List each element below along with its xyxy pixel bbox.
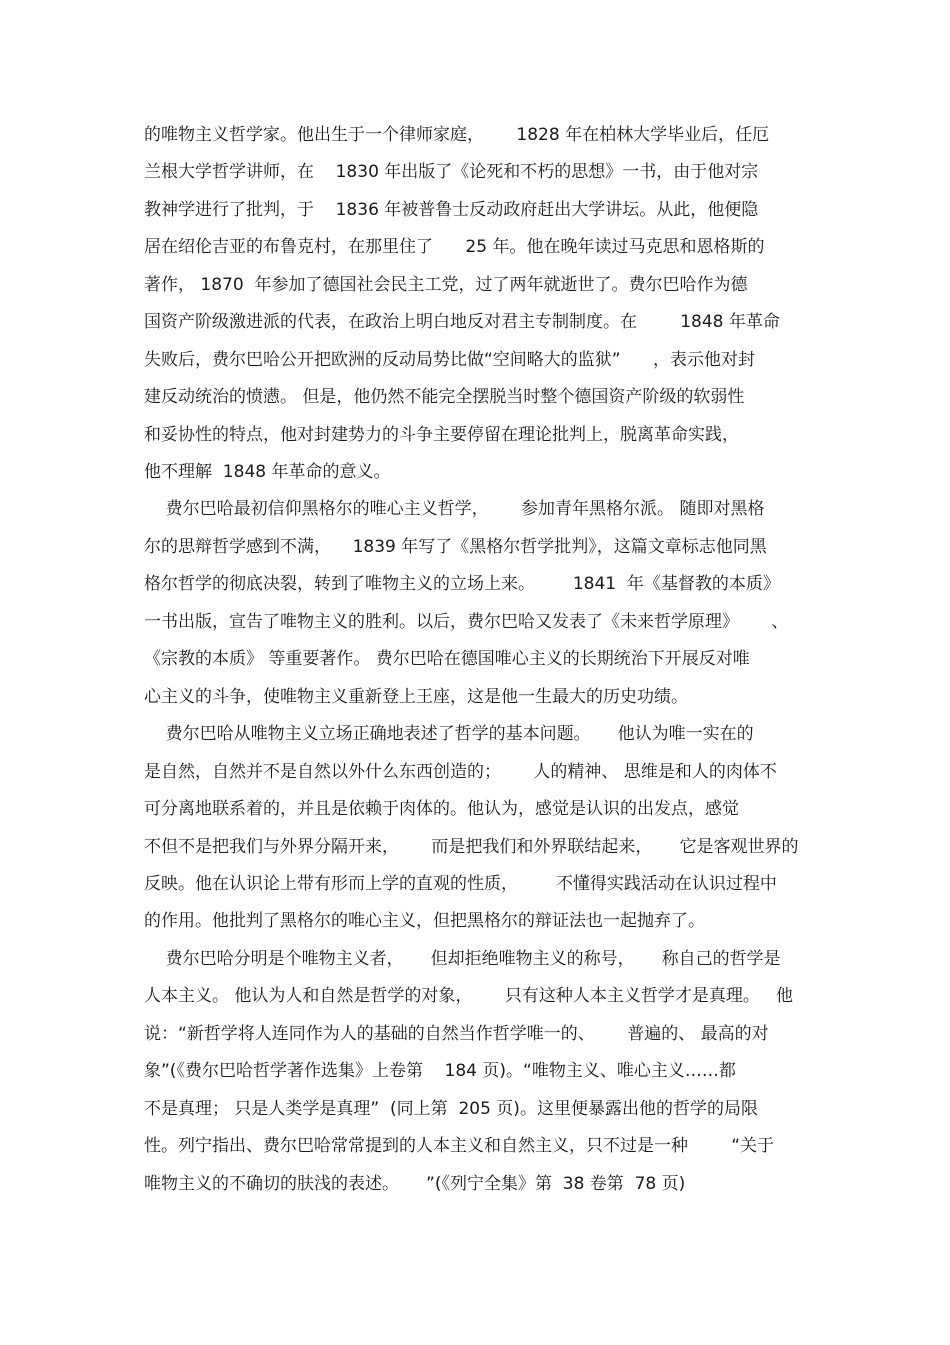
text-line: 不是真理； 只是人类学是真理” (同上第 205 页)。这里便暴露出他的哲学的局限 xyxy=(144,1099,758,1119)
text-line: 不但不是把我们与外界分隔开来， 而是把我们和外界联结起来， 它是客观世界的 xyxy=(144,837,799,857)
text-line: 性。列宁指出、费尔巴哈常常提到的人本主义和自然主义，只不过是一种 “关于 xyxy=(144,1136,775,1156)
text-line: 国资产阶级激进派的代表，在政治上明白地反对君主专制制度。在 1848 年革命 xyxy=(144,312,780,332)
text-line: 《宗教的本质》 等重要著作。 费尔巴哈在德国唯心主义的长期统治下开展反对唯 xyxy=(144,649,750,669)
text-line: 可分离地联系着的，并且是依赖于肉体的。他认为，感觉是认识的出发点，感觉 xyxy=(144,799,739,819)
text-line: 费尔巴哈最初信仰黑格尔的唯心主义哲学， 参加青年黑格尔派。 随即对黑格 xyxy=(144,499,765,519)
text-line: 反映。他在认识论上带有形而上学的直观的性质， 不懂得实践活动在认识过程中 xyxy=(144,874,777,894)
text-line: 费尔巴哈从唯物主义立场正确地表述了哲学的基本问题。 他认为唯一实在的 xyxy=(144,724,754,744)
text-line: 说：“新哲学将人连同作为人的基础的自然当作哲学唯一的、 普遍的、 最高的对 xyxy=(144,1024,769,1044)
text-line: 人本主义。 他认为人和自然是哲学的对象， 只有这种人本主义哲学才是真理。 他 xyxy=(144,986,794,1006)
text-line: 是自然，自然并不是自然以外什么东西创造的； 人的精神、 思维是和人的肉体不 xyxy=(144,762,777,782)
text-line: 著作， 1870 年参加了德国社会民主工党，过了两年就逝世了。费尔巴哈作为德 xyxy=(144,275,748,295)
text-line: 唯物主义的不确切的肤浅的表述。 ”(《列宁全集》第 38 卷第 78 页) xyxy=(144,1174,686,1194)
text-line: 的作用。他批判了黑格尔的唯心主义，但把黑格尔的辩证法也一起抛弃了。 xyxy=(144,911,705,931)
text-line: 尔的思辩哲学感到不满， 1839 年写了《黑格尔哲学批判》，这篇文章标志他同黑 xyxy=(144,537,767,557)
text-line: 居在绍伦吉亚的布鲁克村，在那里住了 25 年。他在晚年读过马克思和恩格斯的 xyxy=(144,237,765,257)
text-line: 心主义的斗争，使唯物主义重新登上王座，这是他一生最大的历史功绩。 xyxy=(144,687,688,707)
text-line: 建反动统治的愤懑。 但是，他仍然不能完全摆脱当时整个德国资产阶级的软弱性 xyxy=(144,387,745,407)
text-line: 格尔哲学的彻底决裂，转到了唯物主义的立场上来。 1841 年《基督教的本质》 xyxy=(144,574,780,594)
text-line: 费尔巴哈分明是个唯物主义者， 但却拒绝唯物主义的称号， 称自己的哲学是 xyxy=(144,949,781,969)
text-line: 失败后，费尔巴哈公开把欧洲的反动局势比做“空间略大的监狱” ，表示他对封 xyxy=(144,350,756,370)
text-line: 一书出版，宣告了唯物主义的胜利。以后，费尔巴哈又发表了《未来哲学原理》 、 xyxy=(144,612,789,632)
text-line: 他不理解 1848 年革命的意义。 xyxy=(144,462,391,482)
text-line: 教神学进行了批判，于 1836 年被普鲁士反动政府赶出大学讲坛。从此，他便隐 xyxy=(144,200,759,220)
text-line: 的唯物主义哲学家。他出生于一个律师家庭， 1828 年在柏林大学毕业后，任厄 xyxy=(144,125,770,145)
text-line: 兰根大学哲学讲师，在 1830 年出版了《论死和不朽的思想》一书，由于他对宗 xyxy=(144,162,759,182)
text-line: 象”(《费尔巴哈哲学著作选集》上卷第 184 页)。“唯物主义、唯心主义……都 xyxy=(144,1061,736,1081)
text-line: 和妥协性的特点，他对封建势力的斗争主要停留在理论批判上，脱离革命实践， xyxy=(144,425,739,445)
